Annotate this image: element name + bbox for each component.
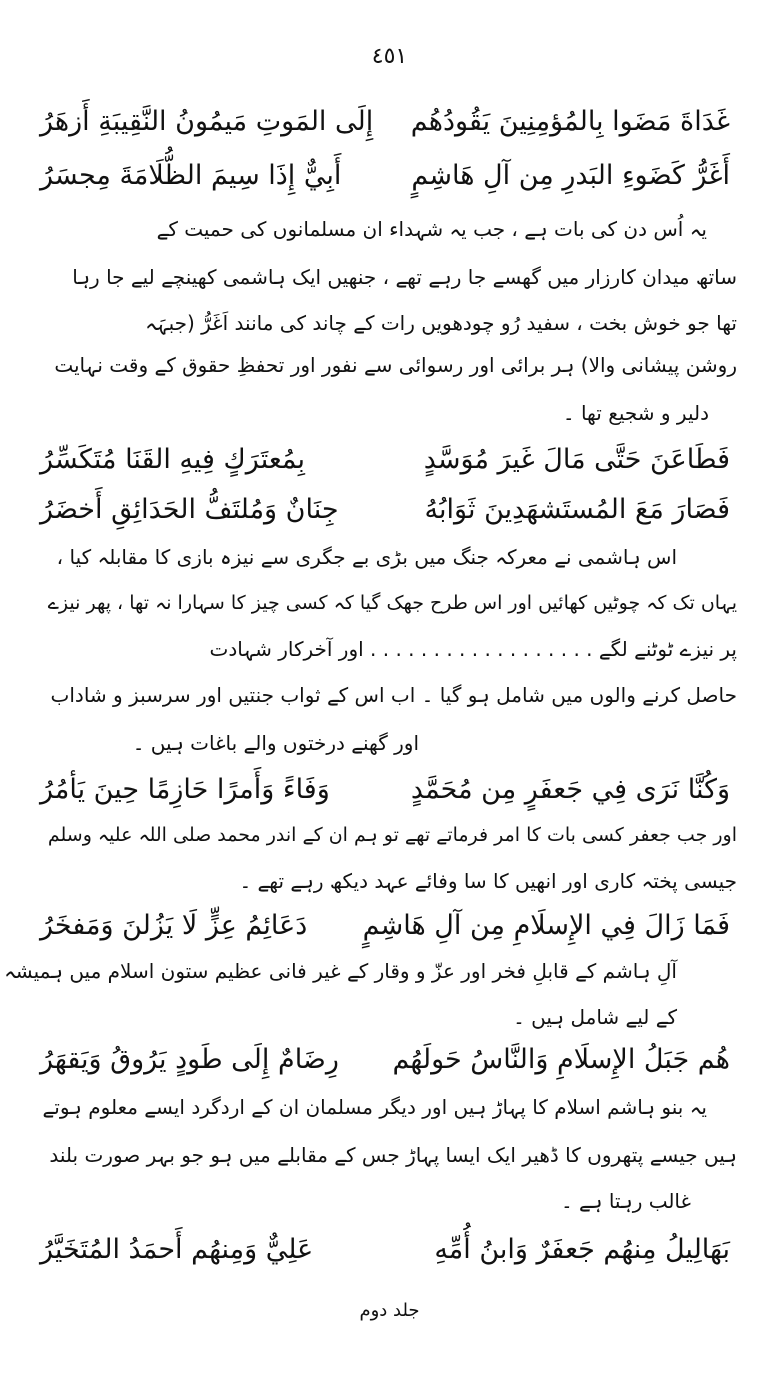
prose-line: جیسی پختہ کاری اور انھیں کا سا وفائے عہد دیکھ رہے تھے ۔ [239,869,737,893]
prose-line: پر نیزے ٹوٹنے لگے . . . . . . . . . . . . . . . . . . اور آخرکار شہادت [209,637,737,661]
verse-hemistich-right: فَمَا زَالَ فِي الإِسلَامِ مِن آلِ هَاشِمٍ [362,910,730,941]
verse-hemistich-right: أَغَرُّ كَضَوءِ البَدرِ مِن آلِ هَاشِمٍ [411,160,730,191]
verse-hemistich-left: إِلَى المَوتِ مَيمُونُ النَّقِيبَةِ أَزهَرُ [40,106,374,137]
verse-hemistich-left: وَفَاءً وَأَمرًا حَازِمًا حِينَ يَأمُرُ [40,774,330,805]
volume-label: جلد دوم [359,1300,420,1321]
prose-line: ساتھ میدان کارزار میں گھسے جا رہے تھے ، جنھیں ایک ہاشمی کھینچے لیے جا رہا [72,265,737,289]
verse-line [40,1230,730,1270]
verse-hemistich-right: فَطَاعَنَ حَتَّى مَالَ غَيرَ مُوَسَّدٍ [423,444,730,475]
verse-line [40,156,730,196]
verse-line [40,102,730,142]
verse-hemistich-right: فَصَارَ مَعَ المُستَشهَدِينَ ثَوَابُهُ [424,494,730,525]
verse-hemistich-left: رِضَامٌ إِلَى طَودٍ يَرُوقُ وَيَقهَرُ [40,1044,339,1075]
prose-line: کے لیے شامل ہیں ۔ [513,1005,677,1029]
verse-hemistich-left: بِمُعتَرَكٍ فِيهِ القَنَا مُتَكَسِّرُ [40,444,305,475]
verse-line [40,1040,730,1080]
prose-line: یہاں تک کہ چوٹیں کھائیں اور اس طرح جھک گیا کہ کسی چیز کا سہارا نہ تھا ، پھر نیزے [47,592,737,614]
prose-line: یہ اُس دن کی بات ہے ، جب یہ شہداء ان مسلمانوں کی حمیت کے [156,217,707,241]
verse-hemistich-left: عَلِيٌّ وَمِنهُم أَحمَدُ المُتَخَيَّرُ [40,1234,314,1265]
prose-line: اور جب جعفر کسی بات کا امر فرماتے تھے تو ہم ان کے اندر محمد صلی اللہ علیہ وسلم [47,824,737,846]
verse-line [40,490,730,530]
prose-line: ہیں جیسے پتھروں کا ڈھیر ایک ایسا پہاڑ جس کے مقابلے میں ہو جو بہر صورت بلند [49,1143,737,1167]
prose-line: روشن پیشانی والا) ہر برائی اور رسوائی سے نفور اور تحفظِ حقوق کے وقت نہایت [54,353,737,377]
verse-hemistich-left: دَعَائِمُ عِزٍّ لَا يَزُلنَ وَمَفخَرُ [40,910,308,941]
verse-hemistich-right: هُم جَبَلُ الإِسلَامِ وَالنَّاسُ حَولَهُم [392,1044,730,1075]
prose-line: تھا جو خوش بخت ، سفید رُو چودھویں رات کے چاند کی مانند اَغَرُّ (جبہَہ [145,311,737,335]
prose-line: اس ہاشمی نے معرکہ جنگ میں بڑی بے جگری سے نیزہ بازی کا مقابلہ کیا ، [56,545,677,569]
verse-hemistich-right: غَدَاةَ مَضَوا بِالمُؤمِنِينَ يَقُودُهُم [410,106,730,137]
prose-line: دلیر و شجیع تھا ۔ [562,401,709,425]
prose-line: اور گھنے درختوں والے باغات ہیں ۔ [132,731,419,755]
verse-hemistich-left: أَبِيٌّ إِذَا سِيمَ الظُّلَامَةَ مِجسَرُ [40,160,342,191]
prose-line: حاصل کرنے والوں میں شامل ہو گیا ۔ اب اس کے ثواب جنتیں اور سرسبز و شاداب [50,683,737,707]
verse-line [40,906,730,946]
prose-line: آلِ ہاشم کے قابلِ فخر اور عزّ و وقار کے غیر فانی عظیم ستون اسلام میں ہمیشہ [4,959,677,983]
prose-line: غالب رہتا ہے ۔ [560,1189,691,1213]
verse-line [40,440,730,480]
verse-hemistich-right: وَكُنَّا نَرَى فِي جَعفَرٍ مِن مُحَمَّدٍ [410,774,730,805]
verse-hemistich-right: بَهَالِيلُ مِنهُم جَعفَرٌ وَابنُ أُمِّهِ [434,1234,730,1265]
verse-hemistich-left: جِنَانٌ وَمُلتَفُّ الحَدَائِقِ أَخضَرُ [40,494,339,525]
prose-line: یہ بنو ہاشم اسلام کا پہاڑ ہیں اور دیگر مسلمان ان کے اردگرد ایسے معلوم ہوتے [42,1095,707,1119]
verse-line [40,770,730,810]
page-number: ٤٥١ [371,44,408,69]
